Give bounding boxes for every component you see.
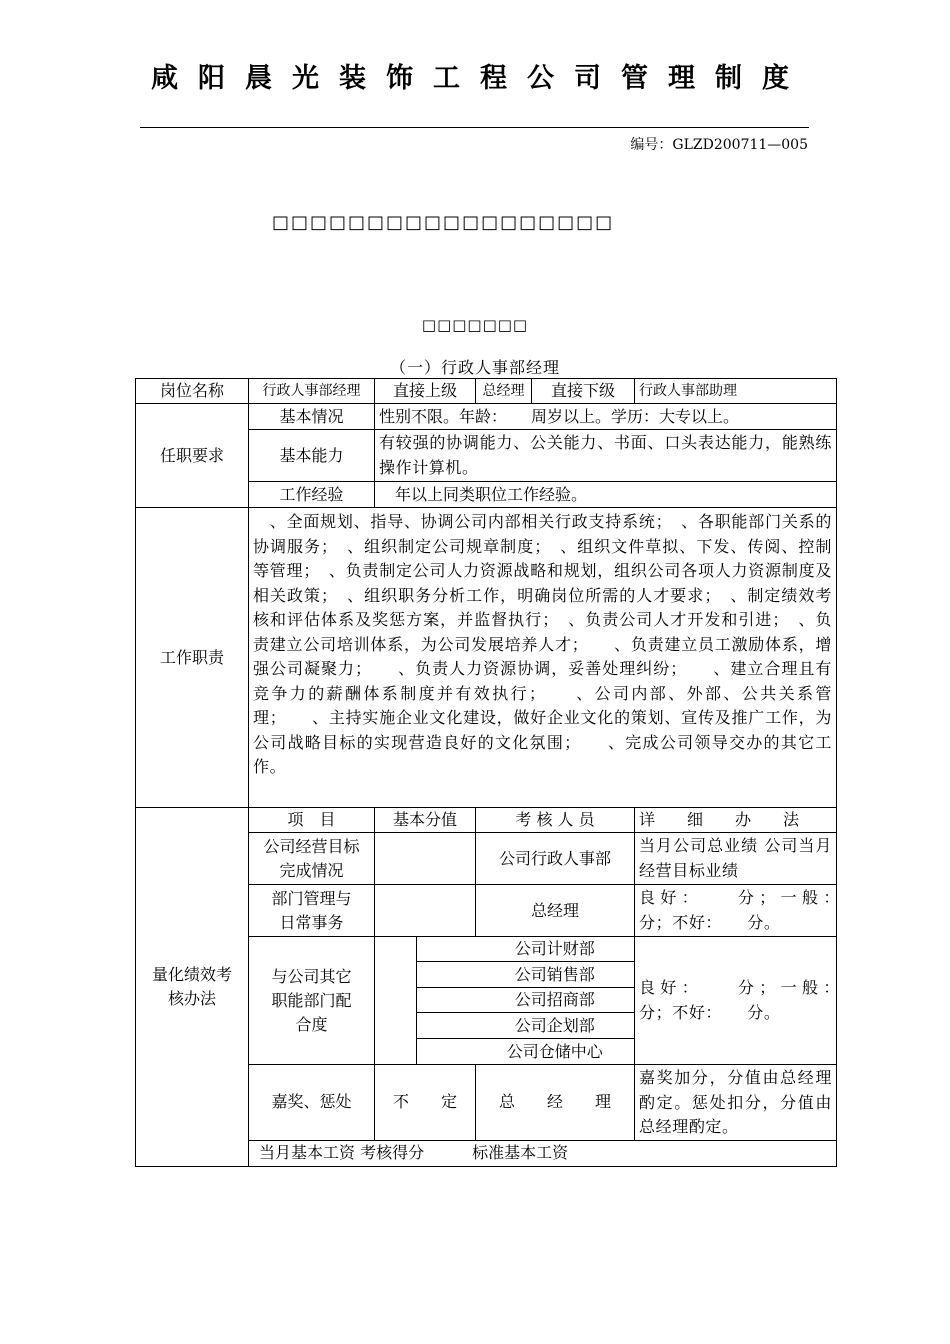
assessor-dept-management: 总经理 xyxy=(476,885,635,937)
post-name-label: 岗位名称 xyxy=(136,379,249,404)
document-number: 编号：GLZD200711—005 xyxy=(630,137,808,153)
item-cooperation xyxy=(249,937,375,1065)
document-title: 咸阳晨光装饰工程公司管理制度 xyxy=(151,63,809,94)
assessment-header-row xyxy=(136,808,837,833)
duties-row xyxy=(136,508,837,808)
qualification-label: 任职要求 xyxy=(136,404,249,508)
score-cooperation-cell xyxy=(417,962,476,988)
score-reward-penalty: 不 定 xyxy=(375,1065,476,1141)
item-reward-penalty: 嘉奖、惩处 xyxy=(249,1065,375,1141)
basic-info-label: 基本情况 xyxy=(249,404,375,430)
dept-name: 公司企划部 xyxy=(476,1013,635,1039)
title-divider xyxy=(140,127,809,128)
item-business-goal xyxy=(249,833,375,885)
assessor-reward-penalty: 总 经 理 xyxy=(476,1065,635,1141)
salary-formula: 当月基本工资 考核得分 标准基本工资 xyxy=(249,1140,837,1166)
score-cooperation-cell xyxy=(417,1039,476,1065)
score-cooperation-cell xyxy=(417,937,476,962)
garbled-subheading: □□□□□□□ xyxy=(421,316,529,334)
method-cooperation: 良好： 分；一般： 分；不好： 分。 xyxy=(635,937,837,1065)
basic-info-value: 性别不限。年龄： 周岁以上。学历：大专以上。 xyxy=(375,404,837,430)
item-dept-management xyxy=(249,885,375,937)
col-assessor-header: 考 核 人 员 xyxy=(476,808,635,833)
item-dept-management-text: 部门管理与日常事务 xyxy=(271,888,352,932)
basic-info-row xyxy=(136,404,837,430)
score-dept-management xyxy=(375,885,476,937)
subordinate-value: 行政人事部助理 xyxy=(635,379,837,404)
dept-name: 公司计财部 xyxy=(476,937,635,962)
method-dept-management: 良好： 分；一般： 分；不好： 分。 xyxy=(635,885,837,937)
assessor-business-goal: 公司行政人事部 xyxy=(476,833,635,885)
dept-name: 公司仓储中心 xyxy=(476,1039,635,1065)
superior-value: 总经理 xyxy=(476,379,532,404)
post-name-value: 行政人事部经理 xyxy=(249,379,375,404)
assessment-label-text: 量化绩效考核办法 xyxy=(152,964,233,1008)
method-reward-penalty: 嘉奖加分，分值由总经理酌定。惩处扣分，分值由总经理酌定。 xyxy=(635,1065,837,1141)
score-cooperation-cell xyxy=(417,1013,476,1039)
assessment-label xyxy=(136,808,249,1167)
duties-text: 、全面规划、指导、协调公司内部相关行政支持系统； 、各职能部门关系的协调服务； 、组织制定公司规章制度； 、组织文件草拟、下发、传阅、控制等管理； 、负责制定公司人力资源战略和规划，组织公司各项人力资源制度及相关政策； 、组织职务分析工作，明确岗位所需的人才要求； 、制定绩效考核和评估体系及奖惩方案，并监督执行； 、负责公司人才开发和引进； 、负责建立公司培训体系，为公司发展培养人才； 、负责建立员工激励体系，增强公司凝聚力； 、负责人力资源协调，妥善处理纠纷； 、建立合理且有竞争力的薪酬体系制度并有效执行； 、公司内部、外部、公共关系管理； 、主持实施企业文化建设，做好企业文化的策划、宣传及推广工作，为公司战略目标的实现营造良好的文化氛围； 、完成公司领导交办的其它工作。 xyxy=(249,508,837,808)
duties-label: 工作职责 xyxy=(136,508,249,808)
col-method-header: 详 细 办 法 xyxy=(635,808,837,833)
item-cooperation-text: 与公司其它职能部门配合度 xyxy=(271,966,352,1034)
dept-name: 公司招商部 xyxy=(476,988,635,1013)
job-description-table xyxy=(135,378,866,1167)
dept-name: 公司销售部 xyxy=(476,962,635,988)
ability-value: 有较强的协调能力、公关能力、书面、口头表达能力，能熟练操作计算机。 xyxy=(375,430,837,482)
section-title: （一）行政人事部经理 xyxy=(389,358,560,377)
garbled-heading: □□□□□□□□□□□□□□□□□□ xyxy=(272,212,615,233)
post-info-row xyxy=(136,379,837,404)
experience-label: 工作经验 xyxy=(249,482,375,508)
experience-value: 年以上同类职位工作经验。 xyxy=(375,482,837,508)
score-cooperation-left xyxy=(375,937,417,1065)
item-business-goal-text: 公司经营目标完成情况 xyxy=(263,836,360,880)
superior-label: 直接上级 xyxy=(375,379,476,404)
score-cooperation-cell xyxy=(417,988,476,1013)
col-item-header: 项 目 xyxy=(249,808,375,833)
method-business-goal: 当月公司总业绩 公司当月经营目标业绩 xyxy=(635,833,837,885)
col-score-header: 基本分值 xyxy=(375,808,476,833)
ability-label: 基本能力 xyxy=(249,430,375,482)
subordinate-label: 直接下级 xyxy=(532,379,635,404)
score-business-goal xyxy=(375,833,476,885)
